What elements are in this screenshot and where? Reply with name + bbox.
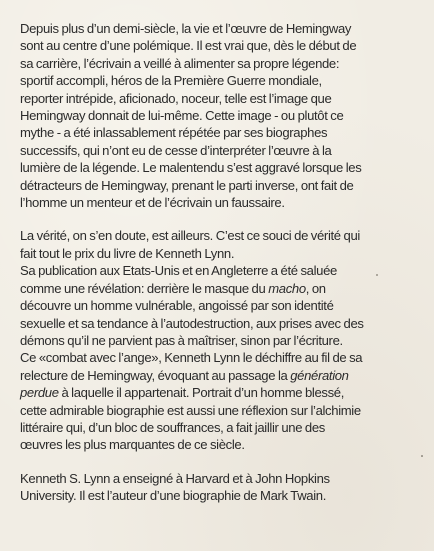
text-line <box>20 90 422 107</box>
text-segment: sont au centre d’une polémique. Il est vrai que, dès le début de <box>20 38 357 54</box>
paragraph-hemingway-legend <box>20 20 422 211</box>
text-segment: démons qu’il ne parvient pas à maîtriser, sinon par l’écriture. <box>20 332 343 348</box>
text-line <box>20 297 422 314</box>
text-segment: à laquelle il appartenait. Portrait d’un homme blessé, <box>58 385 345 401</box>
text-line <box>20 124 422 141</box>
text-line <box>20 55 422 72</box>
text-line <box>20 262 422 279</box>
text-line <box>20 20 422 37</box>
text-segment: l’homme un menteur et de l’écrivain un faussaire. <box>20 195 285 211</box>
text-segment: Depuis plus d’un demi-siècle, la vie et l’œuvre de Hemingway <box>20 21 352 36</box>
text-segment: reporter intrépide, aficionado, noceur, telle est l’image que <box>20 90 332 106</box>
text-segment: successifs, qui n’ont eu de cesse d’interpréter l’œuvre à la <box>20 142 332 158</box>
text-segment: , on <box>305 280 326 296</box>
text-segment: détracteurs de Hemingway, prenant le parti inverse, ont fait de <box>20 177 354 193</box>
text-line <box>20 349 422 366</box>
paragraph-lynn-book <box>20 227 422 453</box>
text-line <box>20 332 422 349</box>
text-line <box>20 367 422 384</box>
paragraph-author-bio <box>20 470 422 505</box>
text-segment: œuvres les plus marquantes de ce siècle. <box>20 437 245 453</box>
text-line <box>20 227 422 244</box>
text-line <box>20 72 422 89</box>
text-line <box>20 194 422 211</box>
text-segment: littéraire qui, d’un bloc de souffrances, a fait jaillir une des <box>20 419 325 435</box>
paper-speck <box>421 455 423 457</box>
text-segment: découvre un homme vulnérable, angoissé par son identité <box>20 298 334 314</box>
text-segment: comme une révélation: derrière le masque du <box>20 280 269 296</box>
text-segment: Ce «combat avec l’ange», Kenneth Lynn le déchiffre au fil de sa <box>20 350 363 366</box>
italic-text: macho <box>268 280 306 296</box>
text-segment: cette admirable biographie est aussi une réflexion sur l’alchimie <box>20 402 361 418</box>
text-line <box>20 142 422 159</box>
text-segment: mythe - a été inlassablement répétée par ses biographes <box>20 125 328 141</box>
text-segment: fait tout le prix du livre de Kenneth Lynn. <box>20 245 235 261</box>
text-segment: Sa publication aux Etats-Unis et en Angleterre a été saluée <box>20 263 337 279</box>
text-segment: sexuelle et sa tendance à l’autodestruction, aux prises avec des <box>20 315 364 331</box>
text-line <box>20 159 422 176</box>
text-line <box>20 384 422 401</box>
text-line <box>20 177 422 194</box>
text-line <box>20 107 422 124</box>
text-line <box>20 402 422 419</box>
text-line <box>20 419 422 436</box>
text-line <box>20 487 422 504</box>
text-line <box>20 315 422 332</box>
italic-text: perdue <box>20 385 59 401</box>
text-segment: sa carrière, l’écrivain a veillé à alimenter sa propre légende: <box>20 55 340 71</box>
text-segment: Hemingway donnait de lui-même. Cette image - ou plutôt ce <box>20 108 344 124</box>
text-segment: sportif accompli, héros de la Première Guerre mondiale, <box>20 73 322 89</box>
italic-text: génération <box>290 367 349 383</box>
text-line <box>20 470 422 487</box>
text-line <box>20 436 422 453</box>
text-line <box>20 245 422 262</box>
paper-speck <box>376 274 378 276</box>
text-line <box>20 37 422 54</box>
text-segment: lumière de la légende. Le malentendu s’est aggravé lorsque les <box>20 160 362 176</box>
text-line <box>20 280 422 297</box>
text-segment: University. Il est l’auteur d’une biographie de Mark Twain. <box>20 488 327 504</box>
text-segment: relecture de Hemingway, évoquant au passage la <box>20 367 291 383</box>
text-segment: Kenneth S. Lynn a enseigné à Harvard et à John Hopkins <box>20 470 330 486</box>
text-segment: La vérité, on s’en doute, est ailleurs. C’est ce souci de vérité qui <box>20 228 360 244</box>
